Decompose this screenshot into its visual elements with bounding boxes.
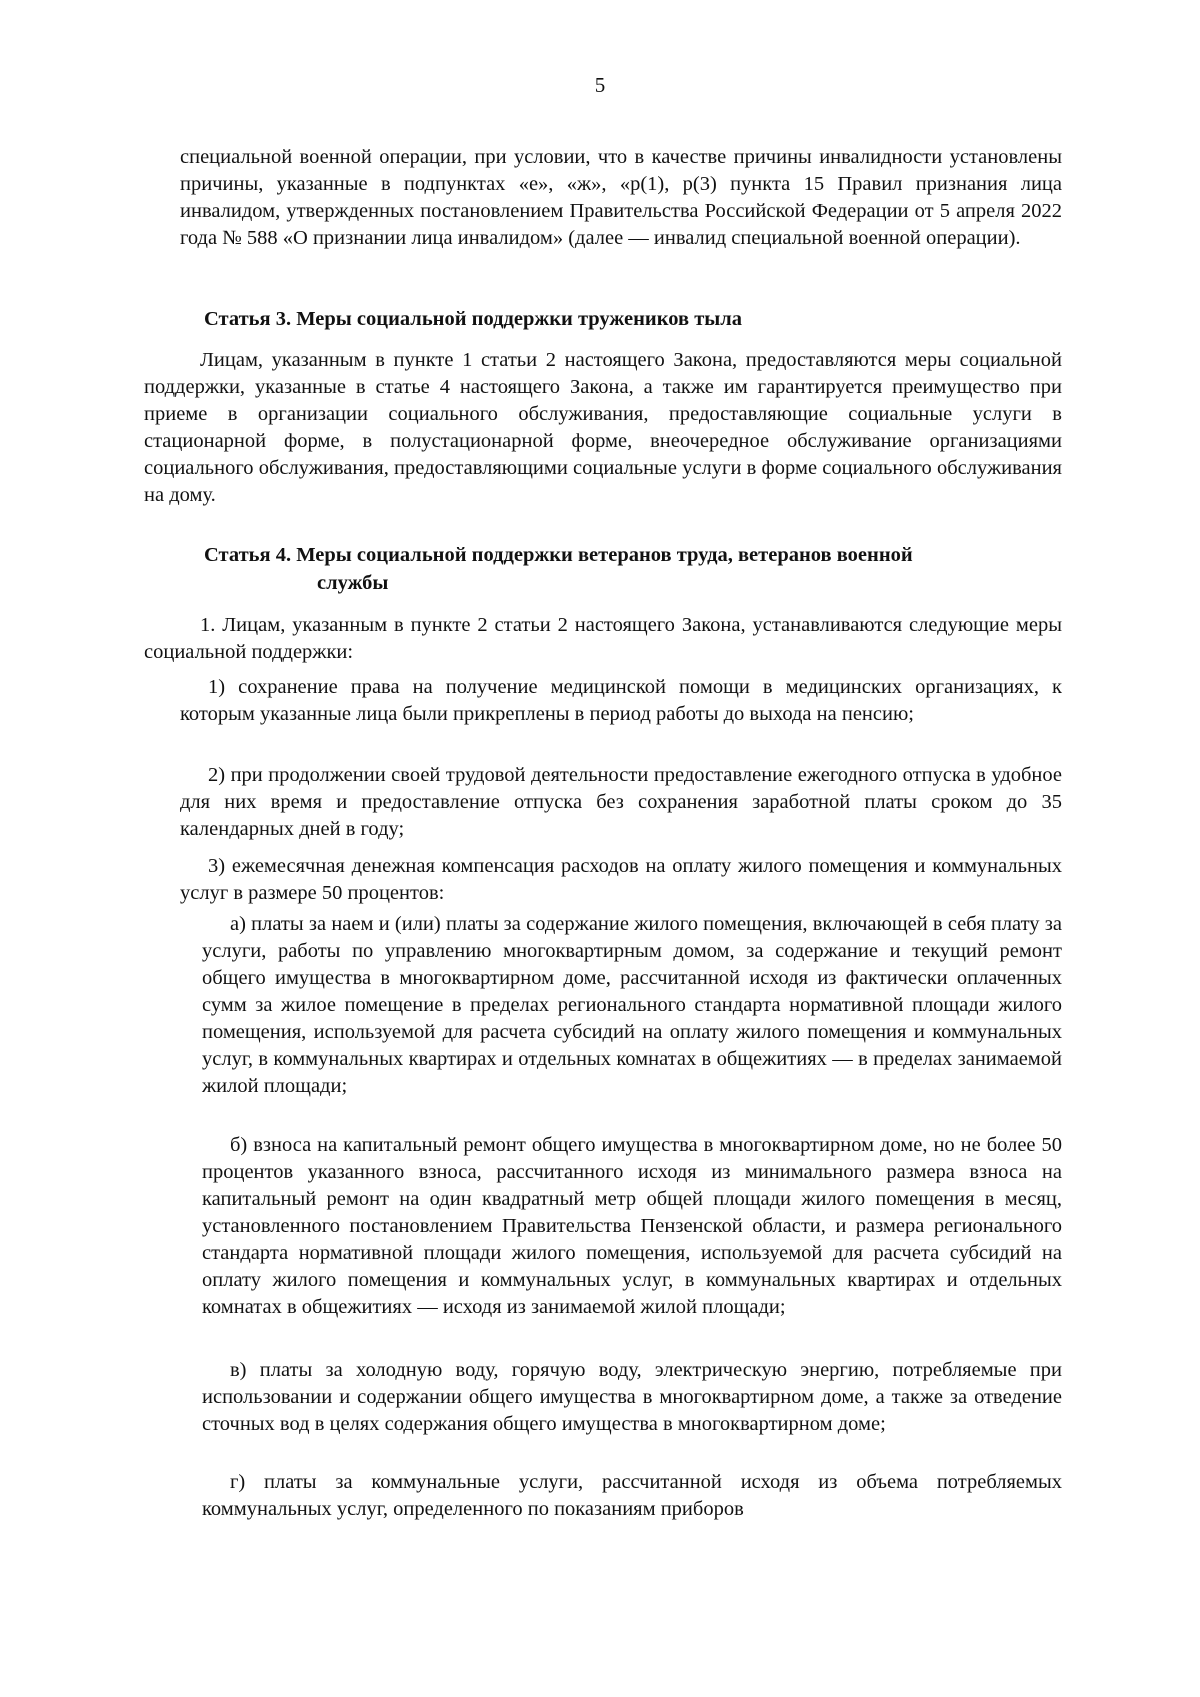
article-3-body (144, 347, 1062, 509)
list-item-text: 3) ежемесячная денежная компенсация расходов на оплату жилого помещения и коммунальных услуг в размере 50 процентов: (180, 855, 1062, 904)
list-item (180, 674, 1062, 728)
page-number: 5 (594, 73, 606, 97)
paragraph-text: Лицам, указанным в пункте 1 статьи 2 настоящего Закона, предоставляются меры социальной поддержки, указанные в статье 4 настоящего Закона, а также им гарантируется преимущество при приеме в организации социального обслуживания, предоставляющие социальные услуги в стационарной форме, в полустационарной форме, внеочередное обслуживание организациями социального обслуживания, предоставляющими социальные услуги в форме социального обслуживания на дому. (144, 349, 1062, 506)
article-4-heading (204, 541, 1064, 597)
article-4-heading-line2: службы (317, 572, 389, 594)
article-3-heading: Статья 3. Меры социальной поддержки тружеников тыла (204, 308, 743, 330)
article-4-point-1 (144, 612, 1062, 666)
sub-item (202, 1469, 1062, 1523)
sub-item (202, 1357, 1062, 1438)
sub-item (202, 911, 1062, 1100)
article-4-heading-line1: Статья 4. Меры социальной поддержки ветеранов труда, ветеранов военной (204, 544, 913, 566)
list-item-text: 1) сохранение права на получение медицинской помощи в медицинских организациях, к которым указанные лица были прикреплены в период работы до выхода на пенсию; (180, 676, 1062, 725)
paragraph-text: специальной военной операции, при условии, что в качестве причины инвалидности установлены причины, указанные в подпунктах «е», «ж», «р(1), р(3) пункта 15 Правил признания лица инвалидом, утвержденных постановлением Правительства Российской Федерации от 5 апреля 2022 года № 588 «О признании лица инвалидом» (далее — инвалид специальной военной операции). (180, 146, 1062, 249)
list-item (180, 853, 1062, 907)
sub-item-text: г) платы за коммунальные услуги, рассчитанной исходя из объема потребляемых коммунальных услуг, определенного по показаниям приборов (202, 1471, 1062, 1520)
sub-item-text: б) взноса на капитальный ремонт общего имущества в многоквартирном доме, но не более 50 процентов указанного взноса, рассчитанного исходя из минимального размера взноса на капитальный ремонт на один квадратный метр общей площади жилого помещения в месяц, установленного постановлением Правительства Пензенской области, и размера регионального стандарта нормативной площади жилого помещения, используемой для расчета субсидий на оплату жилого помещения и коммунальных услуг, в коммунальных квартирах и отдельных комнатах в общежитиях — исходя из занимаемой жилой площади; (202, 1134, 1062, 1318)
list-item (180, 762, 1062, 843)
list-item-text: 2) при продолжении своей трудовой деятельности предоставление ежегодного отпуска в удобное для них время и предоставление отпуска без сохранения заработной платы сроком до 35 календарных дней в году; (180, 764, 1062, 840)
sub-item-text: а) платы за наем и (или) платы за содержание жилого помещения, включающей в себя плату за услуги, работы по управлению многоквартирным домом, за содержание и текущий ремонт общего имущества в многоквартирном доме, рассчитанной исходя из фактически оплаченных сумм за жилое помещение в пределах регионального стандарта нормативной площади жилого помещения, используемой для расчета субсидий на оплату жилого помещения и коммунальных услуг, в коммунальных квартирах и отдельных комнатах в общежитиях — в пределах занимаемой жилой площади; (202, 913, 1062, 1097)
paragraph-text: 1. Лицам, указанным в пункте 2 статьи 2 настоящего Закона, устанавливаются следующие меры социальной поддержки: (144, 614, 1062, 663)
sub-item (202, 1132, 1062, 1321)
sub-item-text: в) платы за холодную воду, горячую воду, электрическую энергию, потребляемые при использовании и содержании общего имущества в многоквартирном доме, а также за отведение сточных вод в целях содержания общего имущества в многоквартирном доме; (202, 1359, 1062, 1435)
continuation-paragraph (180, 144, 1062, 252)
